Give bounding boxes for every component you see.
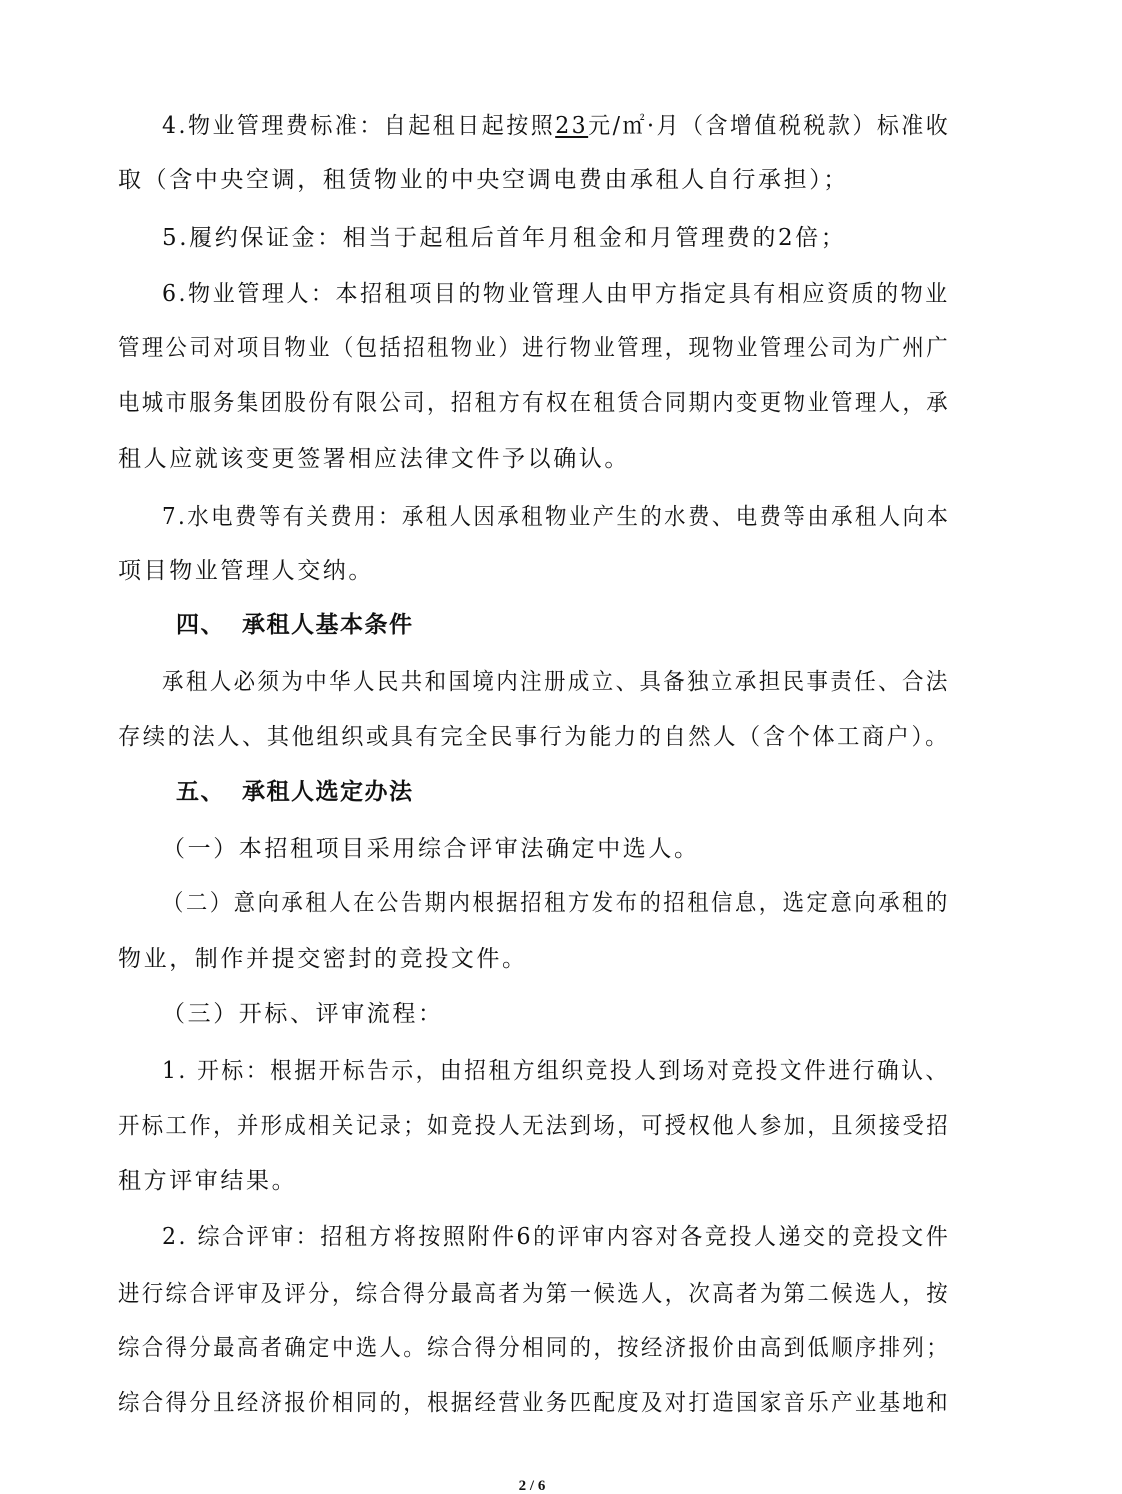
- paragraph-line: 管理公司对项目物业（包括招租物业）进行物业管理，现物业管理公司为广州广: [118, 335, 951, 361]
- paragraph-line: 电城市服务集团股份有限公司，招租方有权在租赁合同期内变更物业管理人，承: [118, 390, 951, 416]
- page-number: 2 / 6: [518, 1478, 546, 1494]
- paragraph-line: 项目物业管理人交纳。: [118, 558, 374, 584]
- paragraph-line: （一）本招租项目采用综合评审法确定中选人。: [162, 836, 700, 862]
- paragraph-line: 租方评审结果。: [118, 1168, 298, 1194]
- paragraph-line: （二）意向承租人在公告期内根据招租方发布的招租信息，选定意向承租的: [162, 890, 950, 916]
- paragraph-line: 租人应就该变更签署相应法律文件予以确认。: [118, 446, 630, 472]
- paragraph-line: 综合得分最高者确定中选人。综合得分相同的，按经济报价由高到低顺序排列；: [118, 1335, 951, 1361]
- paragraph-line: 取（含中央空调，租赁物业的中央空调电费由承租人自行承担）；: [118, 167, 849, 193]
- paragraph-line: 1. 开标：根据开标告示，由招租方组织竞投人到场对竞投文件进行确认、: [162, 1058, 950, 1084]
- paragraph-line: 存续的法人、其他组织或具有完全民事行为能力的自然人（含个体工商户）。: [118, 724, 950, 750]
- paragraph-line: 2. 综合评审：招租方将按照附件6的评审内容对各竞投人递交的竞投文件: [162, 1224, 951, 1250]
- section-heading: 四、 承租人基本条件: [176, 612, 414, 638]
- paragraph-line: 开标工作，并形成相关记录；如竞投人无法到场，可授权他人参加，且须接受招: [118, 1113, 951, 1139]
- paragraph-line: 7.水电费等有关费用：承租人因承租物业产生的水费、电费等由承租人向本: [162, 504, 951, 530]
- paragraph-line: （三）开标、评审流程：: [162, 1001, 444, 1027]
- paragraph-line: 4.物业管理费标准：自起租日起按照23元/㎡·月（含增值税税款）标准收: [162, 113, 951, 139]
- section-heading: 五、 承租人选定办法: [176, 779, 414, 805]
- paragraph-line: 6.物业管理人：本招租项目的物业管理人由甲方指定具有相应资质的物业: [162, 281, 950, 307]
- paragraph-line: 综合得分且经济报价相同的，根据经营业务匹配度及对打造国家音乐产业基地和: [118, 1390, 951, 1416]
- paragraph-line: 承租人必须为中华人民共和国境内注册成立、具备独立承担民事责任、合法: [162, 669, 950, 695]
- paragraph-line: 进行综合评审及评分，综合得分最高者为第一候选人，次高者为第二候选人，按: [118, 1281, 951, 1307]
- paragraph-line: 5.履约保证金：相当于起租后首年月租金和月管理费的2倍；: [162, 225, 847, 251]
- paragraph-line: 物业，制作并提交密封的竞投文件。: [118, 946, 528, 972]
